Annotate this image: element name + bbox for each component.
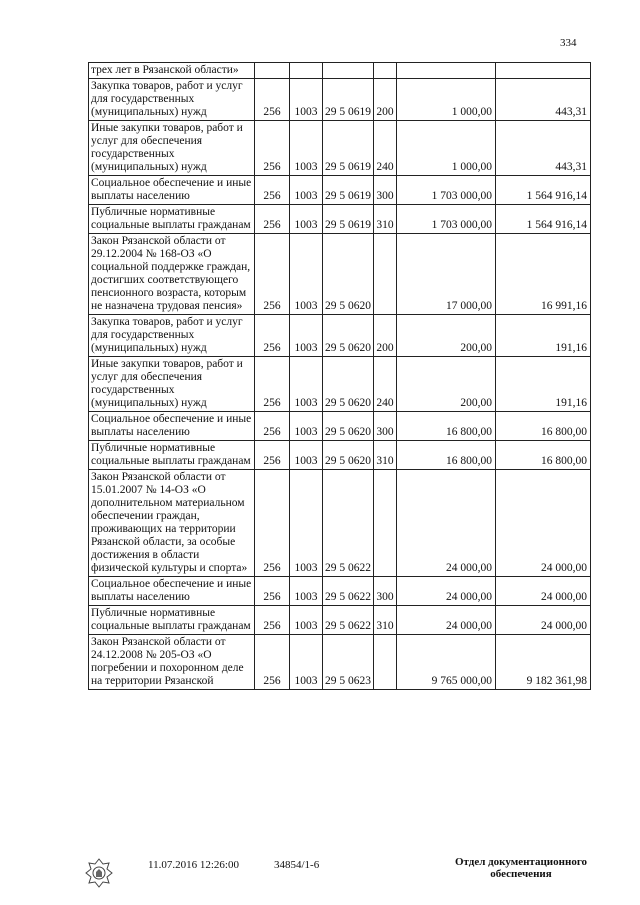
table-row	[89, 79, 591, 121]
row-target-code: 29 5 0620	[323, 441, 374, 470]
table-row	[89, 412, 591, 441]
row-plan-amount: 17 000,00	[397, 234, 496, 315]
row-actual-amount: 443,31	[496, 79, 591, 121]
footer-document-id: 34854/1-6	[274, 859, 320, 871]
row-section-code: 1003	[290, 441, 323, 470]
row-expense-type: 200	[374, 79, 397, 121]
row-actual-amount: 443,31	[496, 121, 591, 176]
table-row	[89, 315, 591, 357]
row-ved-code: 256	[255, 79, 290, 121]
row-ved-code: 256	[255, 412, 290, 441]
footer-department	[436, 856, 606, 880]
row-name: Социальное обеспечение и иные выплаты населению	[89, 577, 255, 606]
row-actual-amount: 24 000,00	[496, 606, 591, 635]
row-ved-code: 256	[255, 176, 290, 205]
row-section-code: 1003	[290, 205, 323, 234]
row-name: Социальное обеспечение и иные выплаты населению	[89, 412, 255, 441]
row-expense-type: 300	[374, 412, 397, 441]
row-section-code: 1003	[290, 635, 323, 690]
row-section-code: 1003	[290, 412, 323, 441]
table-row	[89, 635, 591, 690]
row-target-code: 29 5 0619	[323, 205, 374, 234]
row-name: Закон Рязанской области от 29.12.2004 № 168-ОЗ «О социальной поддержке граждан, достигших соответствующего пенсионного возраста, которым не назначена трудовая пенсия»	[89, 234, 255, 315]
row-ved-code: 256	[255, 121, 290, 176]
table-row	[89, 357, 591, 412]
row-plan-amount: 200,00	[397, 315, 496, 357]
row-actual-amount: 1 564 916,14	[496, 176, 591, 205]
table-row	[89, 234, 591, 315]
table-row	[89, 577, 591, 606]
row-ved-code: 256	[255, 315, 290, 357]
footer-department-line1: Отдел документационного	[454, 856, 588, 868]
row-name: Публичные нормативные социальные выплаты гражданам	[89, 441, 255, 470]
row-actual-amount: 24 000,00	[496, 470, 591, 577]
row-expense-type: 310	[374, 606, 397, 635]
table-row	[89, 606, 591, 635]
row-name: Закупка товаров, работ и услуг для государственных (муниципальных) нужд	[89, 79, 255, 121]
row-name: Иные закупки товаров, работ и услуг для обеспечения государственных (муниципальных) нужд	[89, 121, 255, 176]
row-target-code: 29 5 0620	[323, 412, 374, 441]
row-actual-amount: 24 000,00	[496, 577, 591, 606]
page-number: 334	[560, 37, 577, 49]
row-name: Социальное обеспечение и иные выплаты населению	[89, 176, 255, 205]
row-target-code: 29 5 0622	[323, 470, 374, 577]
row-target-code: 29 5 0619	[323, 176, 374, 205]
row-plan-amount: 1 703 000,00	[397, 205, 496, 234]
row-section-code	[290, 63, 323, 79]
row-expense-type: 240	[374, 357, 397, 412]
row-actual-amount: 1 564 916,14	[496, 205, 591, 234]
row-actual-amount: 16 800,00	[496, 412, 591, 441]
row-ved-code: 256	[255, 577, 290, 606]
row-section-code: 1003	[290, 357, 323, 412]
row-ved-code	[255, 63, 290, 79]
row-plan-amount: 16 800,00	[397, 412, 496, 441]
row-plan-amount: 24 000,00	[397, 577, 496, 606]
row-expense-type: 310	[374, 205, 397, 234]
row-ved-code: 256	[255, 234, 290, 315]
row-section-code: 1003	[290, 315, 323, 357]
row-plan-amount: 200,00	[397, 357, 496, 412]
row-name: Закон Рязанской области от 15.01.2007 № 14-ОЗ «О дополнительном материальном обеспечении граждан, проживающих на территории Рязанской области, за особые достижения в области физической культуры и спорта»	[89, 470, 255, 577]
row-target-code: 29 5 0623	[323, 635, 374, 690]
row-expense-type: 310	[374, 441, 397, 470]
row-expense-type: 200	[374, 315, 397, 357]
table-row	[89, 205, 591, 234]
row-ved-code: 256	[255, 357, 290, 412]
row-name: Публичные нормативные социальные выплаты гражданам	[89, 205, 255, 234]
row-name: Иные закупки товаров, работ и услуг для обеспечения государственных (муниципальных) нужд	[89, 357, 255, 412]
row-expense-type	[374, 234, 397, 315]
row-ved-code: 256	[255, 606, 290, 635]
row-expense-type	[374, 635, 397, 690]
row-ved-code: 256	[255, 441, 290, 470]
row-section-code: 1003	[290, 470, 323, 577]
row-name: Закон Рязанской области от 24.12.2008 № 205-ОЗ «О погребении и похоронном деле на территории Рязанской	[89, 635, 255, 690]
page-footer	[0, 856, 640, 896]
row-ved-code: 256	[255, 635, 290, 690]
coat-of-arms-seal-icon	[82, 856, 116, 890]
row-expense-type	[374, 470, 397, 577]
row-plan-amount: 9 765 000,00	[397, 635, 496, 690]
row-section-code: 1003	[290, 176, 323, 205]
row-actual-amount: 9 182 361,98	[496, 635, 591, 690]
row-target-code	[323, 63, 374, 79]
footer-date: 11.07.2016 12:26:00	[148, 859, 239, 871]
row-target-code: 29 5 0622	[323, 577, 374, 606]
row-actual-amount: 16 991,16	[496, 234, 591, 315]
row-target-code: 29 5 0619	[323, 121, 374, 176]
row-actual-amount	[496, 63, 591, 79]
row-actual-amount: 191,16	[496, 315, 591, 357]
row-expense-type: 240	[374, 121, 397, 176]
row-ved-code: 256	[255, 205, 290, 234]
row-name: Публичные нормативные социальные выплаты гражданам	[89, 606, 255, 635]
row-name: трех лет в Рязанской области»	[89, 63, 255, 79]
row-plan-amount: 24 000,00	[397, 470, 496, 577]
budget-table	[88, 62, 591, 690]
row-plan-amount: 1 703 000,00	[397, 176, 496, 205]
table-row	[89, 470, 591, 577]
row-section-code: 1003	[290, 577, 323, 606]
row-section-code: 1003	[290, 606, 323, 635]
row-target-code: 29 5 0620	[323, 234, 374, 315]
row-target-code: 29 5 0622	[323, 606, 374, 635]
table-row	[89, 441, 591, 470]
row-expense-type: 300	[374, 577, 397, 606]
row-target-code: 29 5 0620	[323, 357, 374, 412]
table-row	[89, 63, 591, 79]
row-target-code: 29 5 0619	[323, 79, 374, 121]
row-plan-amount	[397, 63, 496, 79]
row-name: Закупка товаров, работ и услуг для государственных (муниципальных) нужд	[89, 315, 255, 357]
table-row	[89, 176, 591, 205]
row-ved-code: 256	[255, 470, 290, 577]
row-expense-type: 300	[374, 176, 397, 205]
row-expense-type	[374, 63, 397, 79]
table-body	[89, 63, 591, 690]
row-section-code: 1003	[290, 79, 323, 121]
footer-department-line2: обеспечения	[490, 868, 552, 880]
row-actual-amount: 191,16	[496, 357, 591, 412]
row-plan-amount: 24 000,00	[397, 606, 496, 635]
row-plan-amount: 1 000,00	[397, 121, 496, 176]
row-plan-amount: 1 000,00	[397, 79, 496, 121]
row-section-code: 1003	[290, 234, 323, 315]
table-row	[89, 121, 591, 176]
row-actual-amount: 16 800,00	[496, 441, 591, 470]
row-section-code: 1003	[290, 121, 323, 176]
row-target-code: 29 5 0620	[323, 315, 374, 357]
row-plan-amount: 16 800,00	[397, 441, 496, 470]
